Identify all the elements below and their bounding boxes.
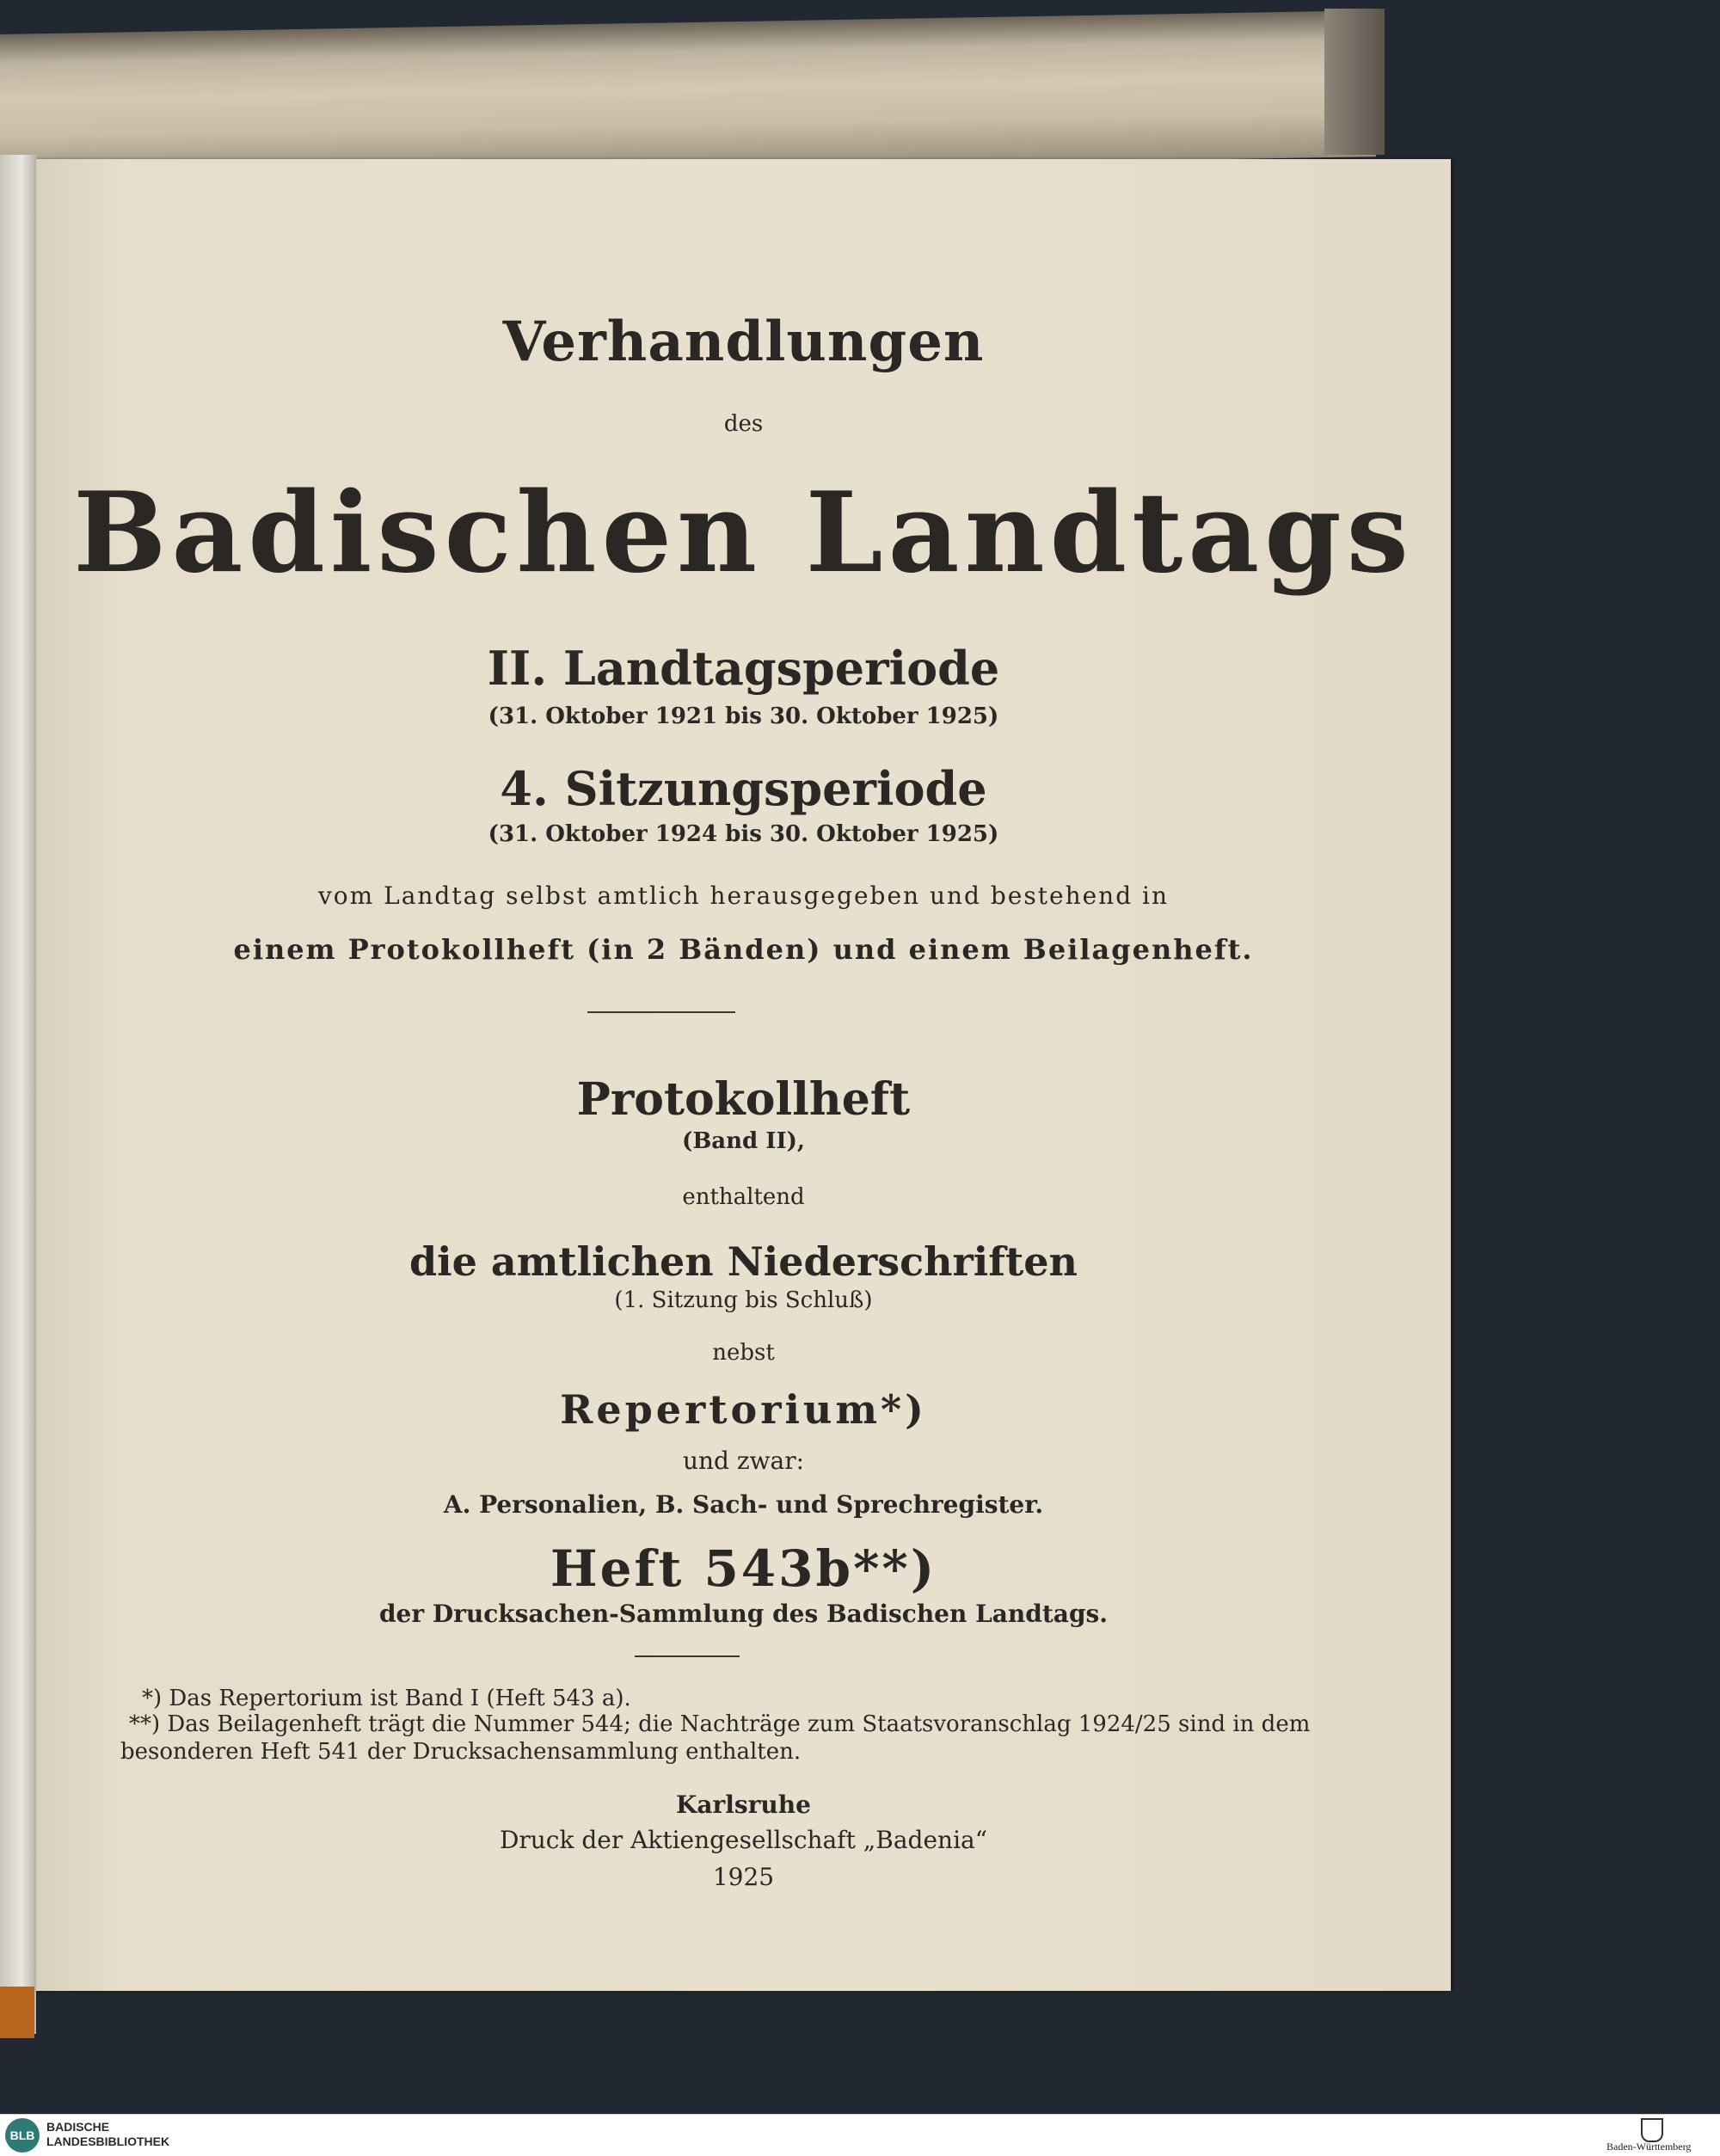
register-line: A. Personalien, B. Sach- und Sprechregister. (443, 1490, 1044, 1519)
publication-year: 1925 (712, 1863, 775, 1891)
title-verhandlungen: Verhandlungen (502, 310, 985, 374)
sitzungsperiode: 4. Sitzungsperiode (500, 761, 987, 816)
niederschriften-title: die amtlichen Niederschriften (408, 1238, 1078, 1285)
divider-rule (587, 1011, 735, 1013)
footer-bar (0, 2114, 1720, 2156)
book-binding-left (0, 155, 36, 2034)
book-binding-mark (0, 1987, 34, 2038)
band-label: (Band II), (682, 1128, 805, 1154)
nebst-label: nebst (712, 1340, 775, 1366)
landtagsperiode-dates: (31. Oktober 1921 bis 30. Oktober 1925) (488, 703, 999, 729)
book-page-edges (0, 10, 1376, 181)
place-of-printing: Karlsruhe (676, 1791, 811, 1819)
title-des: des (723, 411, 764, 437)
state-name: Baden-Württemberg (1606, 2141, 1692, 2153)
sitzungsperiode-dates: (31. Oktober 1924 bis 30. Oktober 1925) (488, 821, 999, 847)
und-zwar-label: und zwar: (682, 1447, 805, 1475)
blb-logo-icon[interactable]: BLB (5, 2118, 40, 2153)
footnote-2: **) Das Beilagenheft trägt die Nummer 544; die Nachträge zum Staatsvoranschlag 1924/25 sind in dem (129, 1711, 1311, 1737)
drucksachen-sammlung-line: der Drucksachen-Sammlung des Badischen Landtags. (378, 1600, 1109, 1628)
baden-wuerttemberg-crest-icon (1641, 2118, 1663, 2142)
landtagsperiode: II. Landtagsperiode (487, 641, 1000, 696)
footnote-1: *) Das Repertorium ist Band I (Heft 543 a). (142, 1686, 631, 1711)
footnote-2-continued: besonderen Heft 541 der Drucksachensammlung enthalten. (120, 1739, 802, 1765)
sitzung-range: (1. Sitzung bis Schluß) (614, 1287, 873, 1313)
heft-number: Heft 543b**) (550, 1539, 937, 1598)
library-name: BADISCHE LANDESBIBLIOTHEK (46, 2120, 170, 2148)
printer-line: Druck der Aktiengesellschaft „Badenia“ (499, 1826, 988, 1854)
title-badischen-landtags: Badischen Landtags (73, 469, 1414, 598)
divider-rule-2 (635, 1655, 740, 1657)
enthaltend-label: enthaltend (682, 1184, 805, 1210)
repertorium-title: Repertorium*) (560, 1386, 927, 1433)
description-line-1: vom Landtag selbst amtlich herausgegeben und bestehend in (317, 881, 1170, 910)
book-cover-corner (1324, 9, 1385, 155)
description-line-2: einem Protokollheft (in 2 Bänden) und einem Beilagenheft. (233, 933, 1254, 966)
protokollheft-title: Protokollheft (576, 1073, 911, 1126)
